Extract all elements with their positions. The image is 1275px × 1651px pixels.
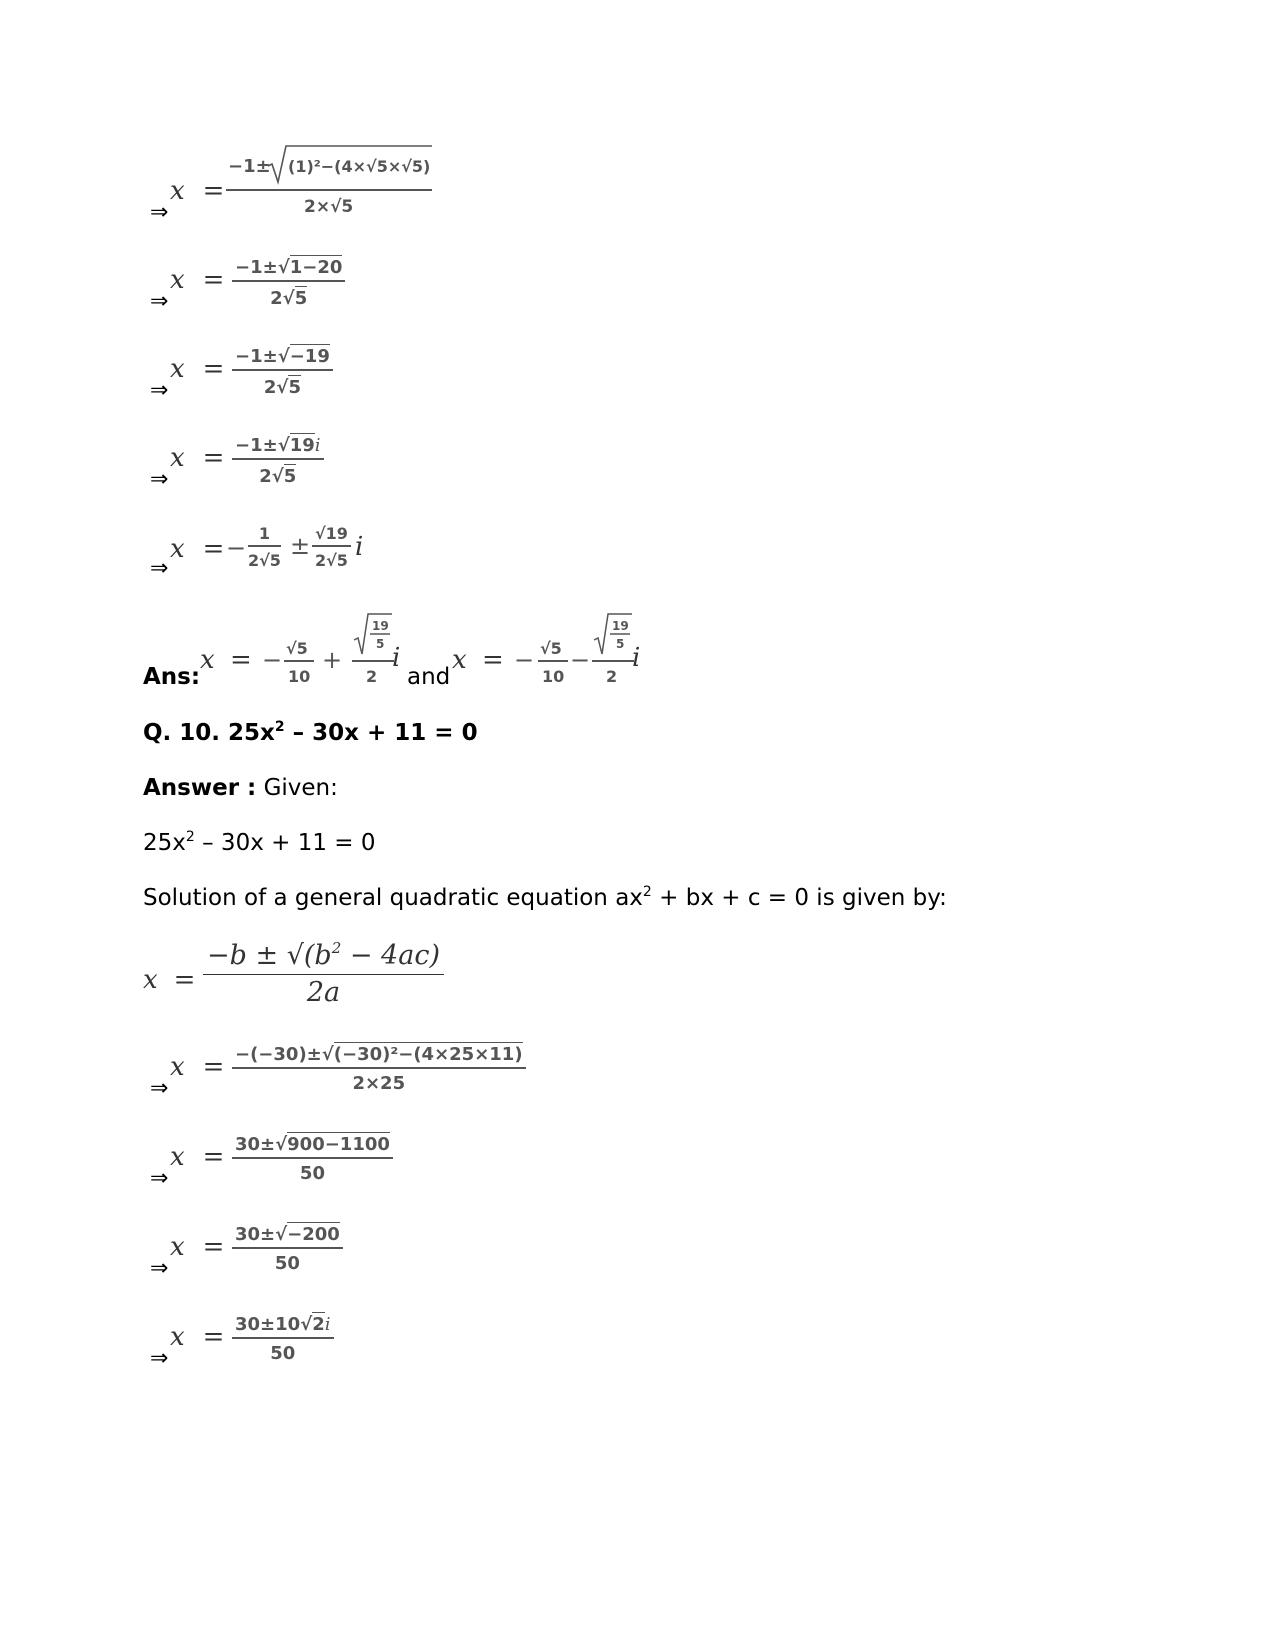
imaginary-unit: i — [632, 643, 641, 673]
x-var: x — [200, 645, 215, 675]
fraction-q10-step-2: 30±√900−1100 50 — [232, 1132, 393, 1184]
plus-sign: + — [322, 646, 343, 674]
fraction-q10-step-4: 30±10√2i 50 — [232, 1312, 334, 1364]
term2-fraction: √19 2√5 — [312, 524, 351, 570]
minus-sign-2: − — [570, 646, 591, 674]
inner-num: 19 — [612, 619, 629, 633]
implies-symbol: ⇒ — [150, 289, 169, 314]
x-var: x — [452, 645, 467, 675]
implies-symbol: ⇒ — [150, 556, 169, 581]
implies-symbol: ⇒ — [150, 1166, 169, 1191]
answer-given: Answer : Given: — [143, 775, 338, 801]
x-equals: x = — [143, 965, 196, 995]
fraction-q10-step-3: 30±√−200 50 — [232, 1222, 343, 1274]
equation-line: $25x^2 - 30x + 11 = 0$ — [143, 829, 376, 856]
x-equals: x = — [170, 534, 225, 564]
fraction-step-1 — [224, 144, 454, 224]
inner-den: 5 — [616, 637, 625, 651]
denominator: 2×√5 — [304, 197, 354, 217]
plus-minus-sign: ± — [290, 532, 311, 560]
frac2-den: 2 — [366, 667, 378, 686]
equals-sign: = — [482, 645, 504, 675]
frac1-num: √5 — [540, 639, 562, 658]
frac1-num: √5 — [286, 639, 308, 658]
frac1-den: 10 — [288, 667, 311, 686]
minus-sign: − — [262, 646, 283, 674]
inner-num: 19 — [372, 619, 389, 633]
fraction-q10-step-1: −(−30)±√(−30)²−(4×25×11) 2×25 — [232, 1042, 526, 1094]
x-equals: x = — [170, 443, 225, 473]
x-equals: x = — [170, 1232, 225, 1262]
imaginary-unit: i — [355, 532, 364, 562]
implies-symbol: ⇒ — [150, 200, 169, 225]
radicand: (1)²−(4×√5×√5) — [288, 157, 431, 176]
x-equals: x = — [170, 176, 225, 206]
fraction-step-4: −1±√19i 2√5 — [232, 433, 324, 487]
implies-symbol: ⇒ — [150, 378, 169, 403]
frac2-den: 2 — [606, 667, 618, 686]
ans-label: Ans: — [143, 664, 201, 690]
equals-sign: = — [230, 645, 252, 675]
term1-fraction: 1 2√5 — [248, 524, 281, 570]
x-equals: x = — [170, 1322, 225, 1352]
x-equals: x = — [170, 1142, 225, 1172]
num-prefix: −1± — [228, 156, 271, 177]
x-equals: x = — [170, 265, 225, 295]
quadratic-formula — [143, 940, 443, 1020]
answer-expression-2 — [452, 610, 672, 695]
implies-symbol: ⇒ — [150, 467, 169, 492]
frac1-den: 10 — [542, 667, 565, 686]
implies-symbol: ⇒ — [150, 1346, 169, 1371]
minus-sign: − — [514, 646, 535, 674]
formula-fraction — [203, 940, 444, 1008]
formula-numerator: $-b \pm √(b^2 - 4ac)$ — [207, 939, 440, 971]
inner-den: 5 — [376, 637, 385, 651]
implies-symbol: ⇒ — [150, 1256, 169, 1281]
formula-denominator: 2a — [306, 977, 341, 1008]
fraction-step-3: −1±√−19 2√5 — [232, 344, 333, 398]
question-10-title: Q. 10. $25x^2 - 30x + 11 = 0$ — [143, 719, 478, 746]
imaginary-unit: i — [392, 643, 401, 673]
minus-sign: − — [226, 534, 247, 562]
fraction-step-2: −1±√1−20 2√5 — [232, 255, 345, 309]
x-equals: x = — [170, 1052, 225, 1082]
x-equals: x = — [170, 354, 225, 384]
and-text: and — [407, 664, 451, 690]
solution-intro: Solution of a general quadratic equation $ax^2$ + bx + c = 0 is given by: — [143, 884, 947, 911]
implies-symbol: ⇒ — [150, 1076, 169, 1101]
